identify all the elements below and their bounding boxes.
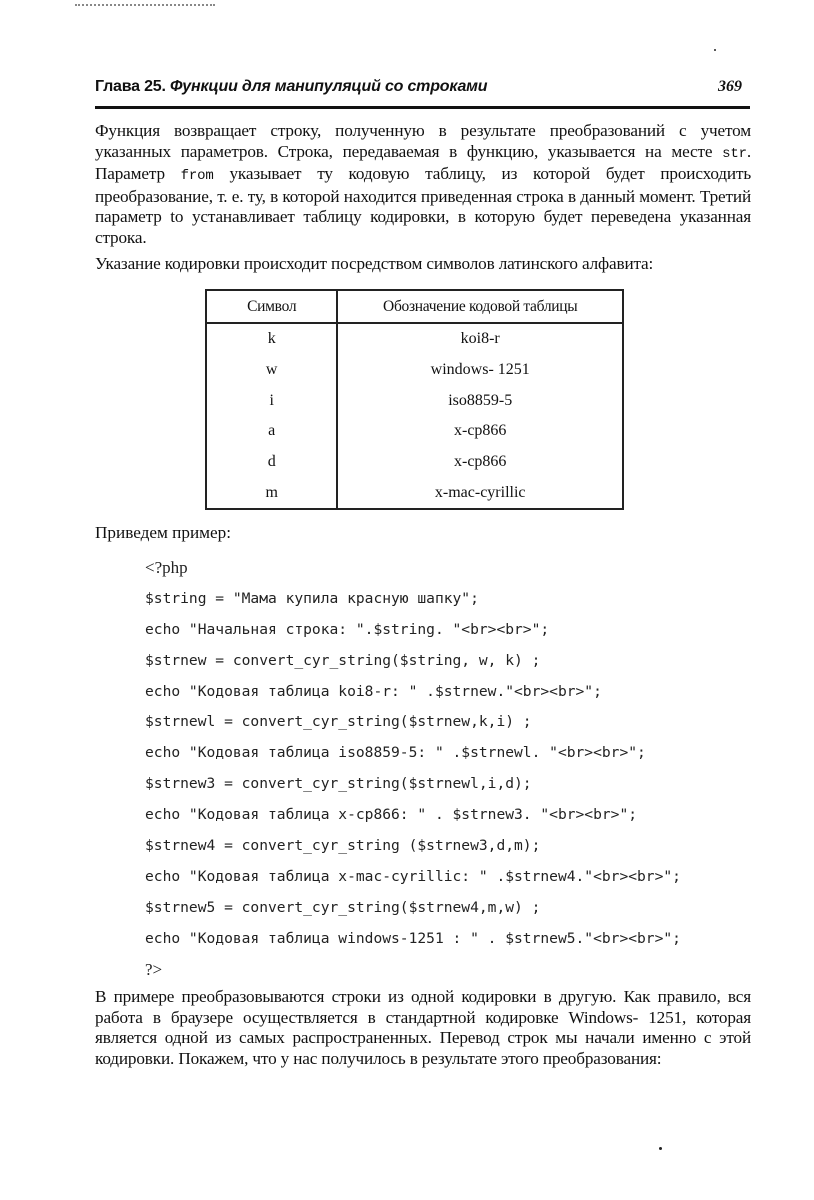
code-str: str [722,145,747,162]
para1-text-middle: . Параметр [95,141,751,184]
code-line: echo "Кодовая таблица koi8-r: " .$strnew."<br><br>"; [145,682,602,700]
table-header-row [206,290,623,323]
table-header-codepage: Обозначение кодовой таблицы [337,290,623,323]
scan-speck [714,49,716,51]
table-cell-symbol: w [206,355,337,386]
para1-text-after: указывает ту кодовую таблицу, из которой будет происходить преобразование, т. е. ту, в которой находится приведенная строка в данный момент. Третий параметр to устанавливает таблицу кодировки, в которую будет переведена указанная строка. [95,164,752,247]
table-cell-codepage: koi8-r [337,323,623,355]
table-cell-codepage: x-cp866 [337,447,623,478]
table-header-symbol: Символ [206,290,337,323]
example-intro: Приведем пример: [95,523,232,542]
code-line: $strnew3 = convert_cyr_string($strnewl,i,d); [145,775,532,793]
table-row [206,447,623,478]
table-cell-symbol: i [206,385,337,416]
running-header [95,78,750,102]
table-row [206,416,623,447]
code-line: echo "Кодовая таблица iso8859-5: " .$strnewl. "<br><br>"; [145,744,646,762]
table-cell-symbol: m [206,477,337,509]
table-row [206,355,623,386]
code-line: $string = "Мама купила красную шапку"; [145,589,479,607]
chapter-title [95,78,487,96]
code-line: $strnewl = convert_cyr_string($strnew,k,i) ; [145,713,532,731]
table-cell-symbol: d [206,447,337,478]
code-line: <?php [145,558,188,577]
scan-artifact [75,4,215,10]
para1-text-before: Функция возвращает строку, полученную в результате преобразований с учетом указанных параметров. Строка, передаваемая в функцию, указывается на месте [95,121,751,161]
code-line: $strnew5 = convert_cyr_string($strnew4,m,w) ; [145,898,541,916]
code-line: $strnew = convert_cyr_string($string, w, k) ; [145,651,541,669]
encoding-table [205,289,624,510]
code-from: from [180,168,214,185]
chapter-name: Функции для манипуляций со строками [170,78,488,95]
table-cell-codepage: windows- 1251 [337,355,623,386]
table-row [206,385,623,416]
table-cell-codepage: iso8859-5 [337,385,623,416]
header-rule [95,106,750,109]
code-line: $strnew4 = convert_cyr_string ($strnew3,d,m); [145,837,541,855]
paragraph-function-description [95,121,751,249]
table-cell-codepage: x-cp866 [337,416,623,447]
scan-speck [659,1147,662,1150]
chapter-label: Глава 25. [95,78,166,95]
table-cell-symbol: a [206,416,337,447]
code-line: ?> [145,959,163,979]
table-row [206,323,623,355]
table-cell-symbol: k [206,323,337,355]
table-cell-codepage: x-mac-cyrillic [337,477,623,509]
paragraph-encoding-intro: Указание кодировки происходит посредством символов латинского алфавита: [95,254,654,273]
code-listing [145,553,765,985]
code-line: echo "Кодовая таблица x-mac-cyrillic: " .$strnew4."<br><br>"; [145,867,681,885]
table-row [206,477,623,509]
code-line: echo "Кодовая таблица x-cp866: " . $strnew3. "<br><br>"; [145,806,638,824]
paragraph-example-explanation: В примере преобразовываются строки из одной кодировки в другую. Как правило, вся работа в браузере осуществляется в стандартной кодировке Windows- 1251, которая является одной из самых распространенных. Перевод строк мы начали именно с этой кодировки. Покажем, что у нас получилось в результате этого преобразования: [95,987,751,1068]
code-line: echo "Начальная строка: ".$string. "<br><br>"; [145,620,550,638]
page-number: 369 [718,78,742,95]
code-line: echo "Кодовая таблица windows-1251 : " . $strnew5."<br><br>"; [145,929,681,947]
